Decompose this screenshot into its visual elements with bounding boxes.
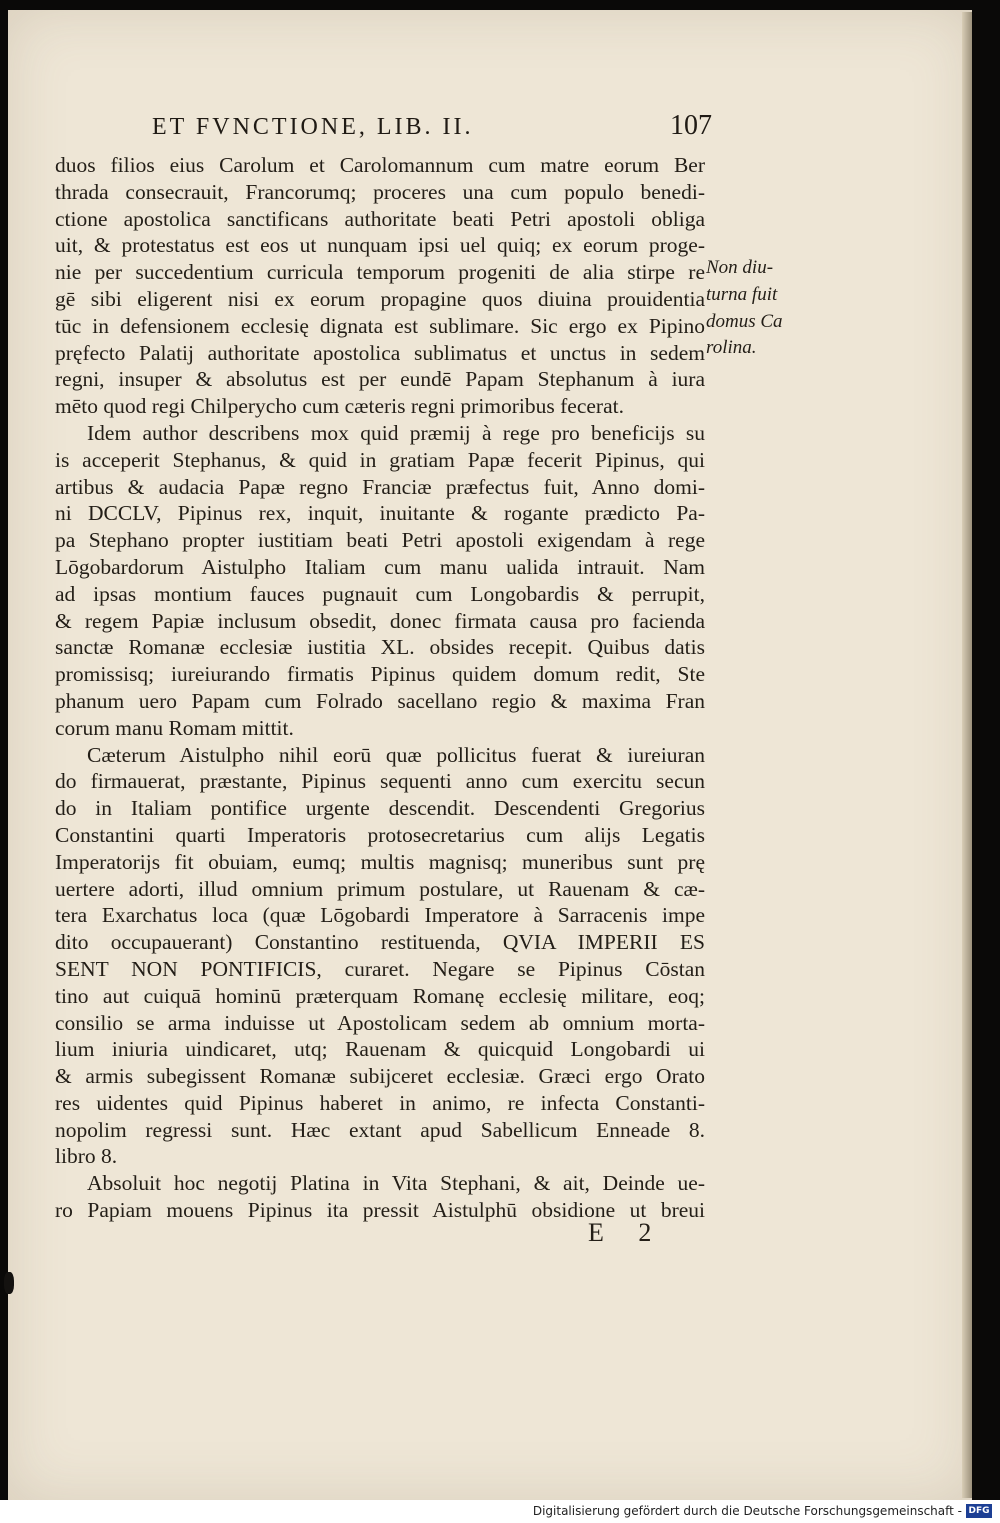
text-line: ni DCCLV, Pipinus rex, inquit, inuitante & rogante prædicto Pa- xyxy=(55,501,705,526)
text-line: duos filios eius Carolum et Carolomannum cum matre eorum Ber xyxy=(55,153,705,177)
text-line: is acceperit Stephanus, & quid in gratiam Papæ fecerit Pipinus, qui xyxy=(55,447,705,472)
text-line: regni, insuper & absolutus est per eundē Papam Stephanum à iura xyxy=(55,367,705,392)
margin-note-line: Non diu- xyxy=(706,257,774,278)
text-line: pa Stephano propter iustitiam beati Petri apostoli exigendam à rege xyxy=(55,528,705,553)
text-line: pręfecto Palatij authoritate apostolica sublimatus et unctus in sedem xyxy=(55,340,705,365)
body-text xyxy=(55,152,705,1224)
text-line: Lōgobardorum Aistulpho Italiam cum manu ualida intrauit. Nam xyxy=(55,554,705,579)
text-line: mēto quod regi Chilperycho cum cæteris regni primoribus fecerat. xyxy=(55,394,624,419)
text-line: ro Papiam mouens Pipinus ita pressit Aistulphū obsidione ut breui xyxy=(55,1198,705,1223)
text-line: & regem Papiæ inclusum obsedit, donec firmata causa pro facienda xyxy=(55,608,705,633)
text-line: do firmauerat, præstante, Pipinus sequenti anno cum exercitu secun xyxy=(55,769,705,794)
margin-note-line: domus Ca xyxy=(706,310,783,332)
text-line: & armis subegissent Romanæ subijceret ecclesiæ. Græci ergo Orato xyxy=(55,1064,705,1089)
text-line: consilio se arma induisse ut Apostolicam sedem ab omnium morta- xyxy=(55,1010,705,1035)
text-line: corum manu Romam mittit. xyxy=(55,715,294,740)
text-line: do in Italiam pontifice urgente descendit. Descendenti Gregorius xyxy=(55,796,705,821)
text-line: ad ipsas montium fauces pugnauit cum Longobardis & perrupit, xyxy=(55,581,705,606)
text-line: artibus & audacia Papæ regno Franciæ præfectus fuit, Anno domi- xyxy=(55,474,705,499)
text-line: ctione apostolica sanctificans authoritate beati Petri apostoli obliga xyxy=(55,206,705,231)
ink-spot xyxy=(4,1272,14,1294)
text-line: SENT NON PONTIFICIS, curaret. Negare se Pipinus Cōstan xyxy=(55,956,705,981)
text-line: nopolim regressi sunt. Hæc extant apud Sabellicum Enneade 8. xyxy=(55,1117,705,1142)
text-line: gē sibi eligerent nisi ex eorum propagine quos diuina prouidentia xyxy=(55,286,705,311)
text-line: Idem author describens mox quid præmij à rege pro beneficijs su xyxy=(87,420,705,445)
text-line: Absoluit hoc negotij Platina in Vita Stephani, & ait, Deinde ue- xyxy=(87,1171,705,1196)
text-line: nie per succedentium curricula temporum progeniti de alia stirpe re xyxy=(55,260,705,285)
footer-bar xyxy=(0,1500,1000,1523)
text-line: libro 8. xyxy=(55,1144,118,1169)
signature-mark: E 2 xyxy=(588,1218,666,1247)
text-line: uertere adorti, illud omnium primum postulare, ut Rauenam & cæ- xyxy=(55,876,705,901)
text-line: uit, & protestatus est eos ut nunquam ipsi uel quiq; ex eorum proge- xyxy=(55,233,705,258)
dfg-logo: DFG xyxy=(966,1504,992,1518)
text-line: phanum uero Papam cum Folrado sacellano regio & maxima Fran xyxy=(55,688,705,713)
text-line: thrada consecrauit, Francorumq; proceres una cum populo benedi- xyxy=(55,179,705,204)
text-line: dito occupauerant) Constantino restituenda, QVIA IMPERII ES xyxy=(55,930,705,955)
text-line: res uidentes quid Pipinus haberet in animo, re infecta Constanti- xyxy=(55,1090,705,1115)
text-line: lium iniuria uindicaret, utq; Rauenam & quicquid Longobardi ui xyxy=(55,1037,705,1062)
margin-note-line: rolina. xyxy=(706,337,757,359)
page-edge xyxy=(962,12,972,1498)
margin-note-line: turna fuit xyxy=(706,283,778,305)
running-head: ET FVNCTIONE, LIB. II. xyxy=(152,114,474,140)
text-line: tūc in defensionem ecclesię dignata est sublimare. Sic ergo ex Pipino xyxy=(55,313,705,338)
text-line: tera Exarchatus loca (quæ Lōgobardi Imperatore à Sarracenis impe xyxy=(55,903,705,928)
text-line: sanctæ Romanæ ecclesiæ iustitia XL. obsides recepit. Quibus datis xyxy=(55,635,705,660)
text-line: tino aut cuiquā hominū præterquam Romanę ecclesię militare, eoq; xyxy=(55,983,705,1008)
text-line: Constantini quarti Imperatoris protosecretarius cum alijs Legatis xyxy=(55,822,705,847)
page-number: 107 xyxy=(670,110,712,141)
text-line: promissisq; iureiurando firmatis Pipinus quidem domum redit, Ste xyxy=(55,662,705,687)
text-line: Imperatorijs fit obuiam, eumq; multis magnisq; muneribus sunt prę xyxy=(55,849,705,874)
margin-note xyxy=(706,255,796,362)
funding-credit: Digitalisierung gefördert durch die Deutsche Forschungsgemeinschaft - xyxy=(532,1504,962,1518)
text-line: Cæterum Aistulpho nihil eorū quæ pollicitus fuerat & iureiuran xyxy=(87,742,705,767)
